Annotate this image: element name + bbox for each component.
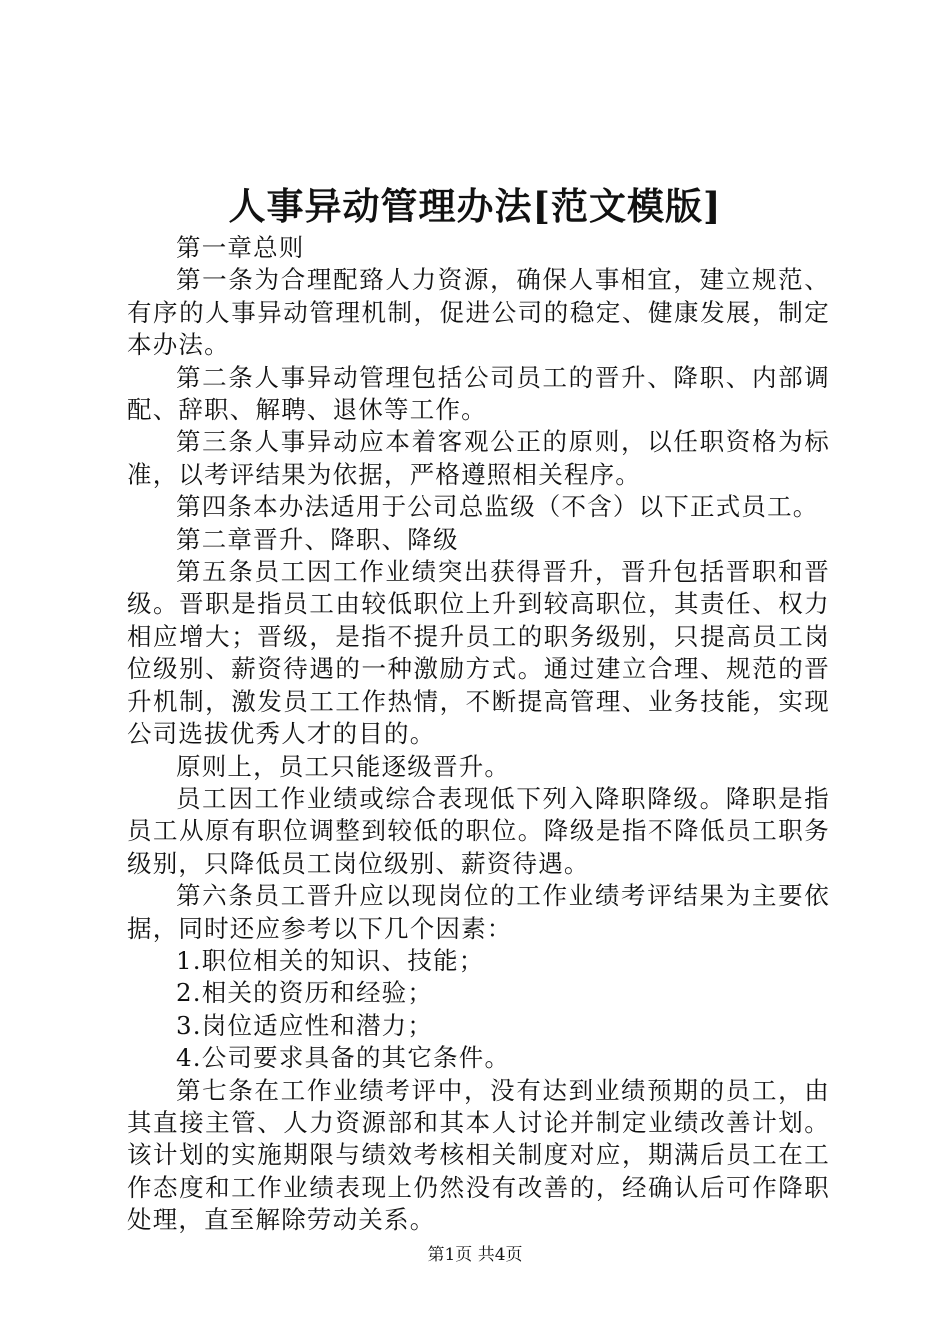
list-item: 3.岗位适应性和潜力； — [176, 1010, 434, 1040]
article-paragraph: 第七条在工作业绩考评中，没有达到业绩预期的员工，由其直接主管、人力资源部和其本人讨论并制定业绩改善计划。该计划的实施期限与绩效考核相关制度对应，期满后员工在工作态度和工作业绩表现上仍然没有改善的，经确认后可作降职处理，直至解除劳动关系。 — [127, 1075, 830, 1235]
list-item: 4.公司要求具备的其它条件。 — [176, 1043, 511, 1073]
article-paragraph: 原则上，员工只能逐级晋升。 — [176, 751, 511, 781]
article-paragraph: 第二条人事异动管理包括公司员工的晋升、降职、内部调配、辞职、解聘、退休等工作。 — [127, 362, 830, 425]
chapter-heading: 第二章晋升、降职、降级 — [176, 524, 459, 554]
article-paragraph: 第六条员工晋升应以现岗位的工作业绩考评结果为主要依据，同时还应参考以下几个因素： — [127, 881, 830, 943]
document-title: 人事异动管理办法[范文模版] — [228, 184, 722, 228]
article-paragraph: 第三条人事异动应本着客观公正的原则，以任职资格为标准，以考评结果为依据，严格遵照相关程序。 — [127, 427, 830, 489]
list-item: 2.相关的资历和经验； — [176, 978, 434, 1008]
list-item: 1.职位相关的知识、技能； — [176, 945, 485, 975]
article-paragraph: 第五条员工因工作业绩突出获得晋升，晋升包括晋职和晋级。晋职是指员工由较低职位上升到较高职位，其责任、权力相应增大；晋级，是指不提升员工的职务级别，只提高员工岗位级别、薪资待遇的一种激励方式。通过建立合理、规范的晋升机制，激发员工工作热情，不断提高管理、业务技能，实现公司选拔优秀人才的目的。 — [127, 557, 830, 749]
page-footer: 第1页 共4页 — [427, 1245, 523, 1265]
chapter-heading: 第一章总则 — [176, 233, 305, 262]
article-paragraph: 第四条本办法适用于公司总监级（不含）以下正式员工。 — [176, 492, 819, 522]
article-paragraph: 员工因工作业绩或综合表现低下列入降职降级。降职是指员工从原有职位调整到较低的职位。降级是指不降低员工职务级别，只降低员工岗位级别、薪资待遇。 — [127, 783, 830, 878]
article-paragraph: 第一条为合理配臵人力资源，确保人事相宜，建立规范、有序的人事异动管理机制，促进公司的稳定、健康发展，制定本办法。 — [127, 265, 830, 360]
document-body — [127, 232, 830, 1237]
